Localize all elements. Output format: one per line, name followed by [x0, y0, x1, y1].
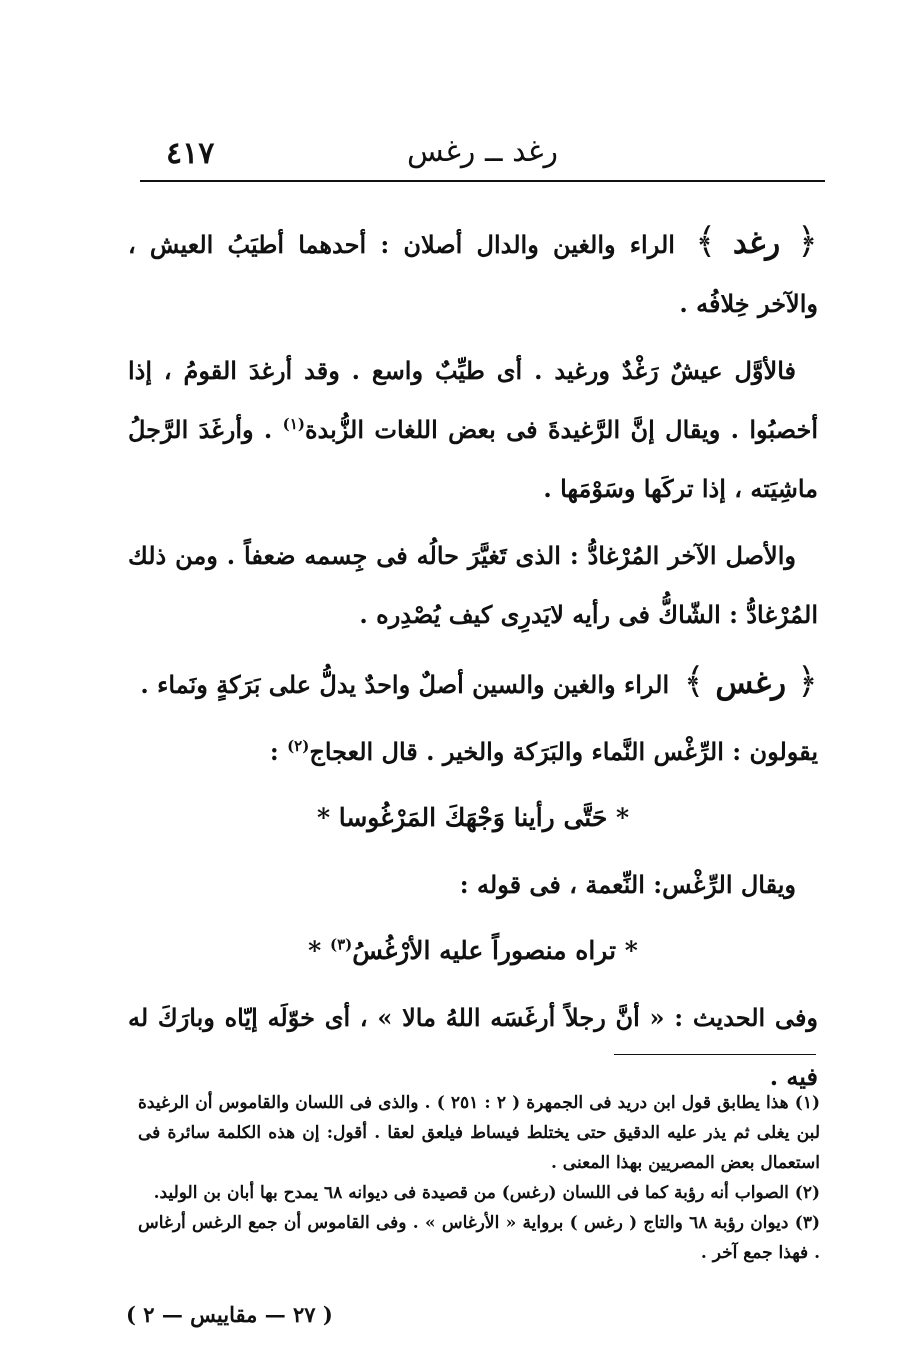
paragraph-text: وفى الحديث : « أنَّ رجلاً أرغَسَه اللهُ مالا » ، أى خوّلَه إيّاه وبارَكَ له فيه . [128, 1003, 818, 1091]
page-number: ٤١٧ [166, 136, 215, 171]
footnote-rule [614, 1054, 816, 1055]
paragraph [128, 855, 818, 914]
page-header [140, 128, 825, 178]
footnote-ref: (٢) [287, 737, 310, 755]
entry-bracket-close: ﴾ [683, 661, 705, 702]
page-body [128, 212, 818, 1114]
paragraph [128, 341, 818, 518]
entry-bracket-open: ﴿ [796, 221, 818, 262]
paragraph-text: ويقال الرِّغْس: النِّعمة ، فى قوله : [459, 870, 796, 899]
paragraph-text: يقولون : الرِّغْس النَّماء والبَرَكة والخير . قال العجاج [309, 737, 818, 766]
paragraph-text: والأصل الآخر المُرْغادُّ : الذى تَغيَّرَ حالُه فى جِسمه ضعفاً . ومن ذلك المُرْغادُّ : الشّاكُّ فى رأيه لايَدرِى كيف يُصْدِره . [128, 541, 818, 629]
verse-line: * حَتَّى رأينا وَجْهَكَ المَرْغُوسا * [316, 803, 630, 832]
paragraph-text: . وأرغَدَ الرَّجلُ ماشِيَته ، إذا تركَها وسَوْمَها . [128, 415, 818, 503]
headword-text: رغد [732, 225, 781, 261]
entry-ragas [128, 652, 818, 714]
footnote-ref: (٣) [329, 935, 353, 954]
footnote: (٢) الصواب أنه رؤبة كما فى اللسان (رغس) من قصيدة فى ديوانه ٦٨ يمدح بها أبان بن الوليد. [153, 1183, 820, 1203]
verse-text: * [308, 936, 322, 965]
headword-text: رغس [715, 665, 787, 701]
entry-ragad [128, 212, 818, 333]
signature-mark: ( ٢٧ — مقاييس — ٢ ) [126, 1302, 333, 1327]
entry-definition: الراء والغين والدال أصلان : أحدهما أطيَبُ العيش ، والآخر خِلافُه . [128, 230, 818, 318]
verse-text: * تراه منصوراً عليه الأرْغُسُ [352, 936, 638, 965]
footnote: (٣) ديوان رؤبة ٦٨ والتاج ( رغس ) برواية « الأرغاس » . وفى القاموس أن جمع الرغس أرغاس . فهذا جمع آخر . [138, 1213, 821, 1263]
footnote-ref: (١) [282, 415, 305, 433]
entry-definition: الراء والغين والسين أصلٌ واحدٌ يدلُّ على بَرَكةٍ ونَماء . [140, 670, 670, 699]
footnotes [138, 1088, 820, 1268]
paragraph [128, 722, 818, 781]
paragraph [128, 526, 818, 644]
entry-bracket-open: ﴿ [796, 661, 818, 702]
header-rule [140, 180, 825, 182]
paragraph-text: : [269, 737, 279, 766]
headword-ragad [695, 221, 818, 262]
headword-ragas [683, 661, 819, 702]
paragraph-text: فالأوَّل عيشٌ رَغْدٌ ورغيد . أى طيِّبٌ واسع . وقد أرغدَ القومُ ، إذا أخصبُوا . ويقال إنَّ الرَّغيدةَ فى بعض اللغات الزُّبدة [128, 356, 819, 444]
running-title: رغد ــ رغس [407, 134, 558, 169]
footnote: (١) هذا يطابق قول ابن دريد فى الجمهرة ( ٢ : ٢٥١ ) . والذى فى اللسان والقاموس أن الرغيدة لبن يغلى ثم يذر عليه الدقيق حتى يختلط فيساط فيلعق لعقا . أقول: إن هذه الكلمة سائرة فى استعمال بعض المصريين بهذا المعنى . [138, 1093, 820, 1173]
verse-line [128, 922, 818, 980]
entry-bracket-close: ﴾ [695, 221, 717, 262]
